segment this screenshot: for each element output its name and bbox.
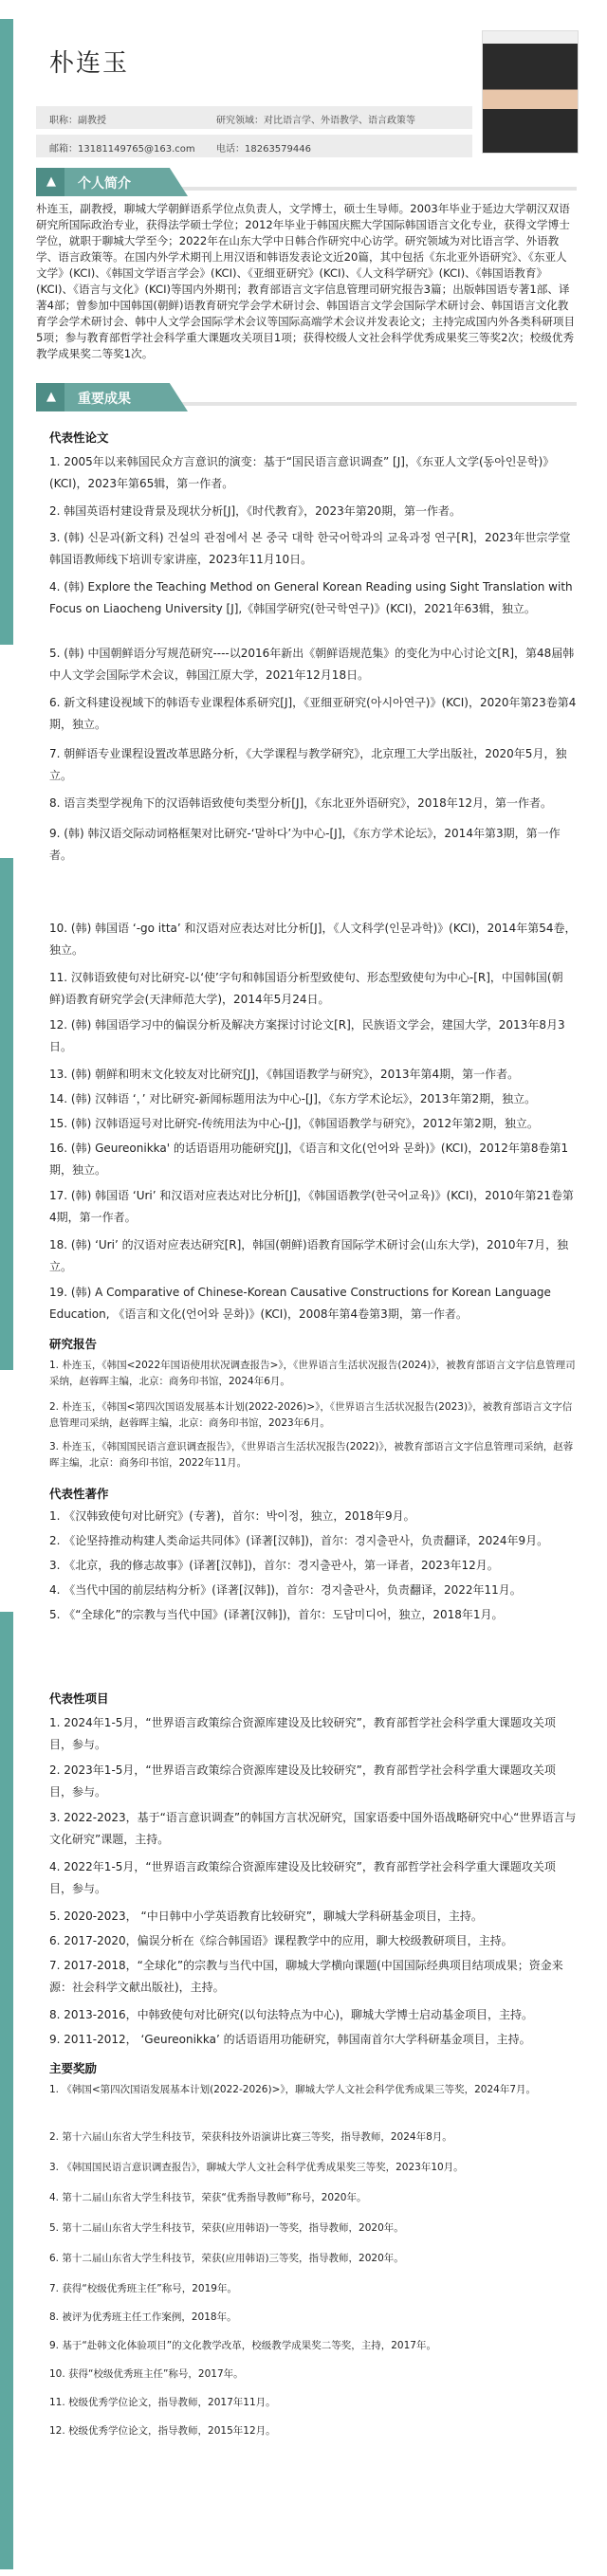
left-accent-bar-1 (0, 19, 13, 645)
paper-item: 9. (韩) 韩汉语交际动词格框架对比研究-‘말하다’为中心-[J]，《东方学术论坛》，2014年第3期，第一作者。 (49, 827, 561, 862)
award-item: 4. 第十二届山东省大学生科技节，荣获“优秀指导教师”称号，2020年。 (49, 2192, 367, 2203)
paper-item: 3. (韩) 신문과(新文科) 건설의 관점에서 본 중국 대학 한국어학과의 교육과정 연구[R]，2023年世宗学堂韩国语教师线下培训专家讲座，2023年11月10日。 (49, 531, 571, 566)
research-label: 研究领域：对比语言学、外语教学、语言政策等 (216, 116, 415, 126)
project-item: 2. 2023年1-5月，“世界语言政策综合资源库建设及比较研究”，教育部哲学社会科学重大课题攻关项目，参与。 (49, 1763, 556, 1799)
award-item: 5. 第十二届山东省大学生科技节，荣获(应用韩语)一等奖，指导教师，2020年。 (49, 2222, 404, 2234)
email-label: 邮箱：13181149765@163.com (49, 144, 195, 155)
award-item: 12. 校级优秀学位论文，指导教师，2015年12月。 (49, 2425, 276, 2437)
award-item: 6. 第十二届山东省大学生科技节，荣获(应用韩语)三等奖，指导教师，2020年。 (49, 2253, 404, 2264)
paper-item: 19. (韩) A Comparative of Chinese-Korean Causative Constructions for Korean Language Education, 《语言和文化(언어와 문화)》(KCI)，2008年第4卷第3期，第一作者。 (49, 1286, 551, 1321)
paper-item: 10. (韩) 韩国语 ‘-go itta’ 和汉语对应表达对比分析[J]，《人文科学(인문과학)》(KCI)，2014年第54卷，独立。 (49, 922, 577, 957)
paper-item: 13. (韩) 朝鲜和明末文化较友对比研究[J]，《韩国语教学与研究》，2013年第4期，第一作者。 (49, 1068, 520, 1081)
paper-item: 12. (韩) 韩国语学习中的偏误分析及解决方案探讨讨论文[R]，民族语文学会，建国大学，2013年8月3日。 (49, 1018, 565, 1053)
award-item: 7. 获得“校级优秀班主任”称号，2019年。 (49, 2283, 237, 2294)
project-item: 9. 2011-2012， ‘Geureonikka’ 的话语语用功能研究，韩国南首尔大学科研基金项目，主持。 (49, 2033, 531, 2046)
section-title-profile: 个人简介 (78, 176, 131, 192)
paper-item: 7. 朝鲜语专业课程设置改革思路分析，《大学课程与教学研究》，北京理工大学出版社，2020年5月，独立。 (49, 747, 567, 782)
section-header-profile (36, 168, 577, 196)
award-item: 3. 《韩国国民语言意识调查报告》，聊城大学人文社会科学优秀成果奖三等奖，2023年10月。 (49, 2162, 464, 2173)
award-item: 11. 校级优秀学位论文，指导教师，2017年11月。 (49, 2397, 276, 2408)
paper-item: 8. 语言类型学视角下的汉语韩语致使句类型分析[J]，《东北亚外语研究》，2018年12月，第一作者。 (49, 796, 552, 810)
paper-item: 2. 韩国英语村建设背景及现状分析[J]，《时代教育》，2023年第20期，第一作者。 (49, 504, 461, 518)
graduation-cap-icon: ▲ (46, 390, 56, 404)
work-item: 2. 《论坚持推动构建人类命运共同体》(译著[汉韩])，首尔：경지출판사，负责翻译，2024年9月。 (49, 1534, 549, 1547)
section-header-achievements (36, 383, 577, 411)
paper-item: 4. (韩) Explore the Teaching Method on General Korean Reading using Sight Translation with Focus on Liaocheng University [J],《韩国学研究(한국학연구)》(KCI)，2021年63辑，独立。 (49, 580, 573, 615)
project-item: 3. 2022-2023，基于“语言意识调查”的韩国方言状况研究，国家语委中国外语战略研究中心“世界语言与文化研究”课题，主持。 (49, 1811, 577, 1846)
report-item: 3. 朴连玉，《韩国国民语言意识调查报告》，《世界语言生活状况报告(2022)》，被教育部语言文字信息管理司采纳，赵蓉晖主编，北京：商务印书馆，2022年11月。 (49, 1441, 574, 1469)
report-item: 2. 朴连玉，《韩国<第四次国语发展基本计划(2022-2026)>》，《世界语言生活状况报告(2023)》，被教育部语言文字信息管理司采纳，赵蓉晖主编，北京：商务印书馆，2023年6月。 (49, 1401, 573, 1429)
paper-item: 1. 2005年以来韩国民众方言意识的演变：基于“国民语言意识调查” [J]，《东亚人文学(동아인문학)》(KCI)，2023年第65辑，第一作者。 (49, 455, 555, 490)
phone-label: 电话：18263579446 (216, 144, 311, 155)
award-item: 9. 基于“赴韩文化体验项目”的文化教学改革，校级教学成果奖二等奖，主持，2017年。 (49, 2340, 436, 2351)
paper-item: 18. (韩) ‘Uri’ 的汉语对应表达研究[R]，韩国(朝鲜)语教育国际学术研讨会(山东大学)，2010年7月，独立。 (49, 1238, 569, 1273)
info-row-1 (36, 106, 472, 129)
award-item: 10. 获得“校级优秀班主任”称号，2017年。 (49, 2368, 244, 2380)
project-item: 4. 2022年1-5月，“世界语言政策综合资源库建设及比较研究”，教育部哲学社会科学重大课题攻关项目，参与。 (49, 1860, 556, 1895)
person-name: 朴连玉 (49, 49, 130, 78)
project-item: 6. 2017-2020，偏误分析在《综合韩国语》课程教学中的应用，聊大校级教研项目，主持。 (49, 1934, 513, 1947)
report-item: 1. 朴连玉，《韩国<2022年国语使用状况调查报告>》，《世界语言生活状况报告(2024)》，被教育部语言文字信息管理司采纳，赵蓉晖主编，北京：商务印书馆，2024年6月。 (49, 1360, 576, 1387)
papers-heading: 代表性论文 (49, 430, 109, 445)
left-accent-bar-2 (0, 858, 13, 1370)
paper-item: 16. (韩) Geureonikka' 的话语语用功能研究[J]，《语言和文化(언어와 문화)》(KCI)，2012年第8卷第1期，独立。 (49, 1142, 569, 1177)
works-heading: 代表性著作 (49, 1487, 109, 1501)
work-item: 3. 《北京，我的修志故事》(译著[汉韩])，首尔：경지출판사，第一译者，2023年12月。 (49, 1559, 499, 1572)
profile-text: 朴连玉，副教授，聊城大学朝鲜语系学位点负责人，文学博士，硕士生导师。2003年毕业于延边大学朝汉双语研究所国际政治专业，获得法学硕士学位；2012年毕业于韩国庆熙大学国际韩国语言文化专业，获得文学博士学位，就职于聊城大学至今；2022年在山东大学中日韩合作研究中心访学。研究领域为对比语言学、外语教学、语言政策等。在国内外学术期刊上用汉语和韩语发表论文近20篇，其中包括《东北亚外语研究》、《东亚人文学》(KCI)、《韩国文学语言学会》(KCI)、《亚细亚研究》(KCI)、《人文科学研究》(KCI)、《韩国语教育》(KCI)、《语言与文化》(KCI)等国内外期刊；教育部语言文字信息管理司研究报告3篇；出版韩国语专著1部、译著4部；曾参加中国韩国(朝鲜)语教育研究学会学术研讨会、韩国语言文学会国际学术研讨会、韩国语言文化教育学会学术研讨会、韩中人文学会国际学术会议等国际高端学术会议并发表论文；主持完成国内外各类科研项目5项；参与教育部哲学社会科学重大课题攻关项目1项；获得校级人文社会科学优秀成果奖三等奖2次；校级优秀教学成果奖二等奖1次。 (36, 202, 576, 360)
paper-item: 17. (韩) 韩国语 ‘Uri’ 和汉语对应表达对比分析[J]，《韩国语教学(한국어교육)》(KCI)，2010年第21卷第4期，第一作者。 (49, 1189, 574, 1224)
project-item: 5. 2020-2023， “中日韩中小学英语教育比较研究”，聊城大学科研基金项目，主持。 (49, 1909, 483, 1923)
title-label: 职称：副教授 (49, 116, 106, 126)
paper-item: 11. 汉韩语致使句对比研究-以‘使’字句和韩国语分析型致使句、形态型致使句为中心-[R]，中国韩国(朝鲜)语教育研究学会(天津师范大学)，2014年5月24日。 (49, 971, 563, 1006)
left-accent-bar-3 (0, 1612, 13, 2569)
project-item: 7. 2017-2018，“全球化”的宗教与当代中国，聊城大学横向课题(中国国际经典项目结项成果；资金来源：社会科学文献出版社)，主持。 (49, 1959, 563, 1994)
section-title-achievements: 重要成果 (78, 392, 131, 407)
info-row-2 (36, 135, 472, 157)
paper-item: 5. (韩) 中国朝鲜语分写规范研究----以2016年新出《朝鲜语规范集》的变化为中心讨论文[R]，第48届韩中人文学会国际学术会议，韩国江原大学，2021年12月18日。 (49, 647, 575, 682)
project-item: 8. 2013-2016，中韩致使句对比研究(以句法特点为中心)，聊城大学博士启动基金项目，主持。 (49, 2008, 534, 2021)
paper-item: 14. (韩) 汉韩语 ‘，’ 对比研究-新闻标题用法为中心-[J]，《东方学术论坛》，2013年第2期，独立。 (49, 1092, 537, 1105)
project-item: 1. 2024年1-5月，“世界语言政策综合资源库建设及比较研究”，教育部哲学社会科学重大课题攻关项目，参与。 (49, 1716, 556, 1751)
reports-heading: 研究报告 (49, 1337, 98, 1351)
award-item: 2. 第十六届山东省大学生科技节，荣获科技外语演讲比赛三等奖，指导教师，2024年8月。 (49, 2131, 452, 2143)
work-item: 1. 《汉韩致使句对比研究》(专著)，首尔：박이정，独立，2018年9月。 (49, 1509, 415, 1523)
projects-heading: 代表性项目 (49, 1691, 109, 1706)
graduation-cap-icon: ▲ (46, 174, 56, 189)
paper-item: 15. (韩) 汉韩语逗号对比研究-传统用法为中心-[J]，《韩国语教学与研究》，2012年第2期，独立。 (49, 1117, 539, 1130)
awards-heading: 主要奖励 (49, 2061, 98, 2075)
award-item: 8. 被评为优秀班主任工作案例，2018年。 (49, 2311, 237, 2323)
work-item: 5. 《“全球化”的宗教与当代中国》(译著[汉韩])，首尔：도담미디어，独立，2018年1月。 (49, 1608, 504, 1621)
profile-photo (482, 30, 579, 154)
paper-item: 6. 新文科建设视域下的韩语专业课程体系研究[J]，《亚细亚研究(아시아연구)》(KCI)，2020年第23卷第4期，独立。 (49, 696, 577, 731)
work-item: 4. 《当代中国的前层结构分析》(译著[汉韩])，首尔：경지출판사，负责翻译，2022年11月。 (49, 1583, 522, 1597)
award-item: 1. 《韩国<第四次国语发展基本计划(2022-2026)>》，聊城大学人文社会科学优秀成果三等奖，2024年7月。 (49, 2084, 537, 2095)
